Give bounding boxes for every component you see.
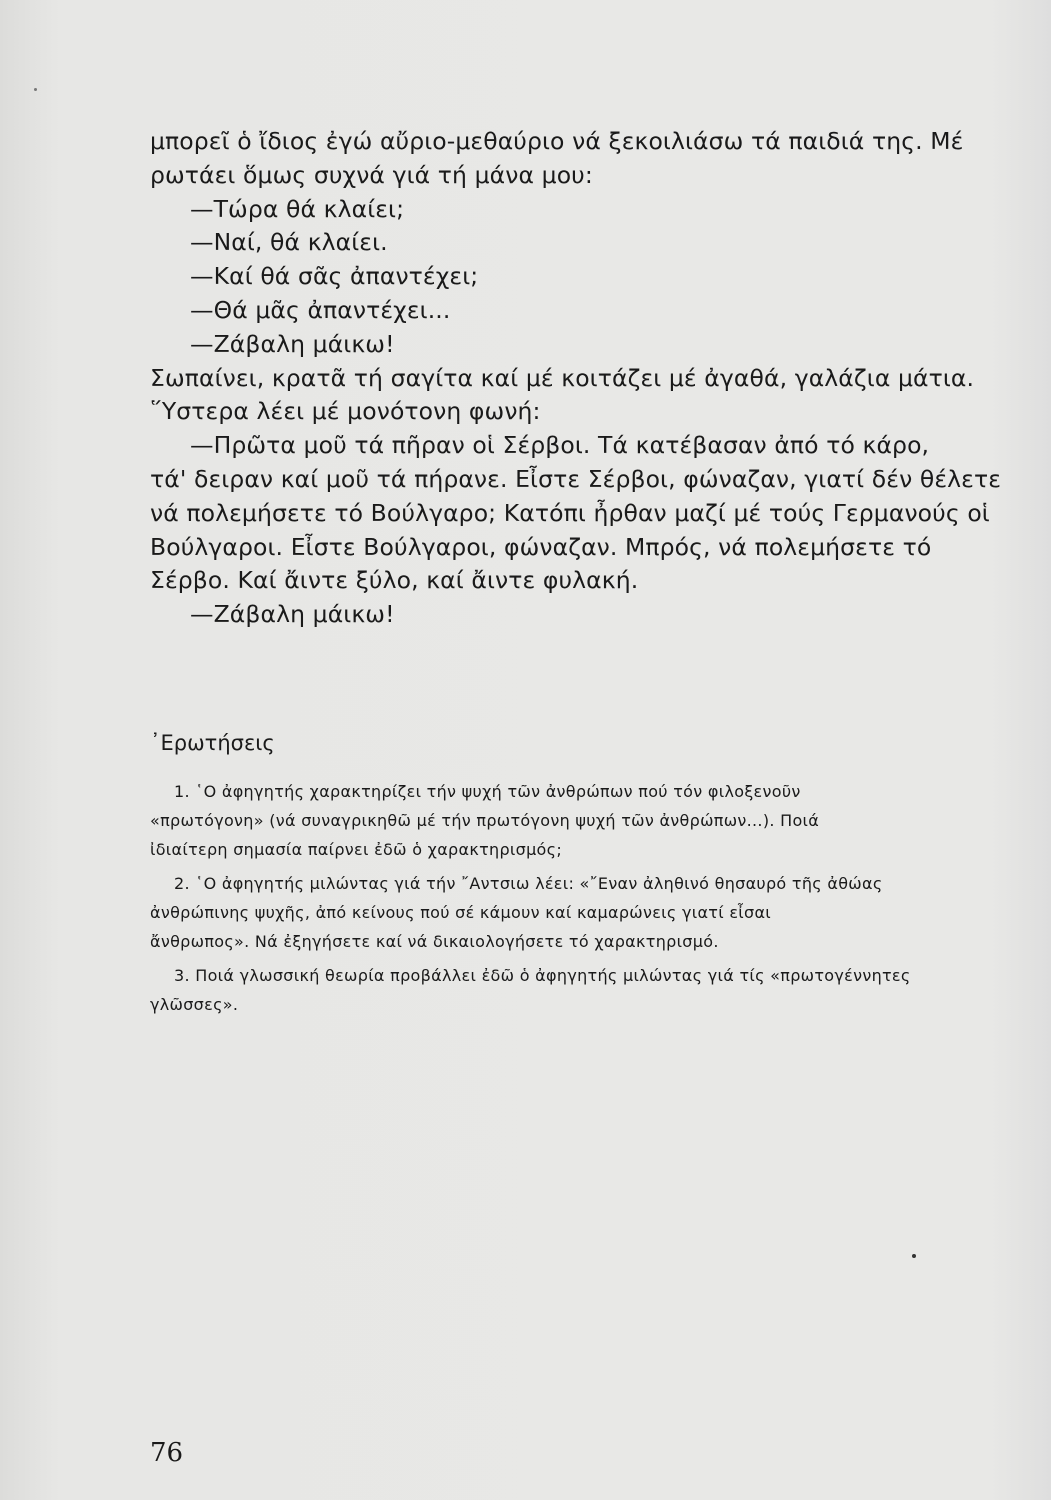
question-number: 2. <box>174 873 190 893</box>
ink-speck <box>34 88 37 91</box>
dialogue-line: —Θά μᾶς ἀπαντέχει... <box>190 295 451 324</box>
question-item <box>150 961 1010 1019</box>
question-line: ἰδιαίτερη σημασία παίρνει ἐδῶ ὁ χαρακτηρισμός; <box>150 839 563 859</box>
question-line: «πρωτόγονη» (νά συναγρικηθῶ μέ τήν πρωτόγονη ψυχή τῶν ἀνθρώπων...). Ποιά <box>150 810 820 830</box>
question-line: Ποιά γλωσσική θεωρία προβάλλει ἐδῶ ὁ ἀφηγητής μιλώντας γιά τίς «πρωτογέννητες <box>195 965 911 985</box>
narrative-text <box>150 125 1010 632</box>
text-line: Σέρβο. Καί ἄιντε ξύλο, καί ἄιντε φυλακή. <box>150 566 639 595</box>
ink-speck <box>912 1254 916 1258</box>
text-line: Σωπαίνει, κρατᾶ τή σαγίτα καί μέ κοιτάζει μέ ἀγαθά, γαλάζια μάτια. <box>150 363 975 392</box>
text-line: μπορεῖ ὁ ἴδιος ἐγώ αὔριο-μεθαύριο νά ξεκοιλιάσω τά παιδιά της. Μέ <box>150 127 964 155</box>
text-line: ῞Υστερα λέει μέ μονότονη φωνή: <box>150 397 541 426</box>
text-line: τά' δειραν καί μοῦ τά πήρανε. Εἶστε Σέρβοι, φώναζαν, γιατί δέν θέλετε <box>150 464 1002 493</box>
question-number: 1. <box>174 781 190 801</box>
questions-heading: ᾿Ερωτήσεις <box>150 730 275 755</box>
question-line: ῾Ο ἀφηγητής χαρακτηρίζει τήν ψυχή τῶν ἀνθρώπων πού τόν φιλοξενοῦν <box>195 781 801 801</box>
dialogue-line: —Καί θά σᾶς ἀπαντέχει; <box>190 262 479 291</box>
question-number: 3. <box>174 965 190 985</box>
dialogue-line: —Ζάβαλη μάικω! <box>190 329 395 358</box>
page-number: 76 <box>150 1438 184 1468</box>
text-line: Βούλγαροι. Εἶστε Βούλγαροι, φώναζαν. Μπρός, νά πολεμήσετε τό <box>150 532 932 561</box>
dialogue-line: —Ζάβαλη μάικω! <box>190 600 395 629</box>
question-line: ῾Ο ἀφηγητής μιλώντας γιά τήν ῎Αντσιω λέει: «῎Εναν ἀληθινό θησαυρό τῆς ἀθώας <box>195 873 883 893</box>
dialogue-line: —Ναί, θά κλαίει. <box>190 228 388 257</box>
text-line: νά πολεμήσετε τό Βούλγαρο; Κατόπι ἦρθαν μαζί μέ τούς Γερμανούς οἱ <box>150 498 990 527</box>
question-item <box>150 869 1010 956</box>
question-line: γλῶσσες». <box>150 994 239 1014</box>
question-item <box>150 777 1010 864</box>
dialogue-line: —Πρῶτα μοῦ τά πῆραν οἱ Σέρβοι. Τά κατέβασαν ἀπό τό κάρο, <box>190 431 930 460</box>
dialogue-line: —Τώρα θά κλαίει; <box>190 194 405 223</box>
questions-list <box>150 777 1010 1019</box>
question-line: ἄνθρωπος». Νά ἐξηγήσετε καί νά δικαιολογήσετε τό χαρακτηρισμό. <box>150 931 719 951</box>
page-content <box>150 125 1010 1024</box>
text-line: ρωτάει ὅμως συχνά γιά τή μάνα μου: <box>150 160 593 189</box>
question-line: ἀνθρώπινης ψυχῆς, ἀπό κείνους πού σέ κάμουν καί καμαρώνεις γιατί εἶσαι <box>150 902 771 922</box>
